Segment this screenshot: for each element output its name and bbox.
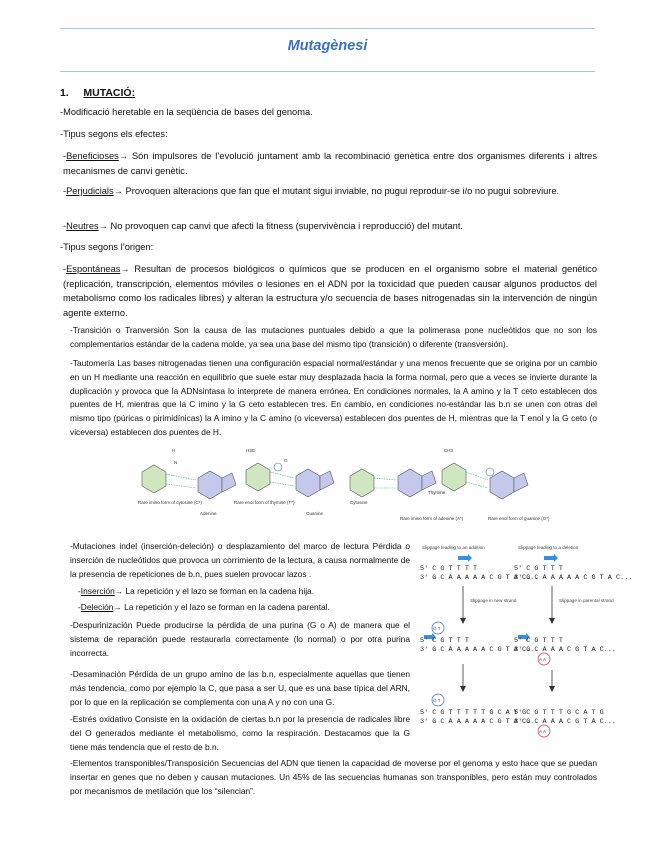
loop-final-left: G T: [433, 698, 441, 703]
mutation-definition: -Modificació heretable en la seqüència de bases del genoma.: [60, 107, 313, 117]
section-title: MUTACIÓ:: [83, 87, 136, 99]
atom-n: N: [174, 460, 178, 465]
deletion-text: La repetición y el lazo se forman en la cadena parental.: [121, 602, 330, 612]
arrow-icon: →: [118, 151, 129, 161]
oxidative-stress-paragraph: -Estrés oxidativo Consiste en la oxidación de ciertas b.n por la presencia de radicales libre del O generados mediante el metabolismo, como la respiración. Destacamos que la G tiene más tendencia que el resto de b.n.: [70, 714, 410, 752]
beneficial-term: Beneficioses: [66, 151, 119, 161]
header-rule-top: [60, 28, 595, 29]
arrow-down-icon: [460, 618, 466, 624]
right-mid-label: Slippage in parental strand: [559, 598, 614, 603]
depurination-paragraph: -Despurinización Puede producirse la pérdida de una purina (G o A) de manera que el sistema de reparación puede restaurarla correctamente (lo normal) o por otra purina incorrecta.: [70, 620, 410, 658]
arrow-down-icon: [549, 686, 555, 692]
seq-bottom-left: 3' G C A A A A A C G T A C...: [420, 574, 539, 582]
deamination-paragraph: -Desaminación Pérdida de un grupo amino de las b.n, especialmente aquellas que tienen más tendencia, como por ejemplo la C, que pasa a ser U, que es una base típica del ARN, por lo que en la replicación se complementa con una A y no con una G.: [70, 669, 410, 707]
pair-c-imino-adenine: [138, 448, 236, 516]
label-thymine: Thymine: [428, 490, 446, 495]
harmful-item: -Perjudicials→ Provoquen alteracions que fan que el mutant sigui inviable, no pugui reproduir-se i/o no pugui sobreviure.: [63, 186, 560, 196]
label-adenine: Adenine: [200, 511, 217, 516]
arrow-icon: →: [113, 602, 122, 612]
neutral-term: Neutres: [66, 221, 99, 231]
insertion-item: -Inserción→ La repetición y el lazo se forman en la cadena hija.: [78, 586, 315, 596]
insertion-text: La repetición y el lazo se forman en la cadena hija.: [123, 586, 315, 596]
seq-bottom-right: 3' G C A A A A A C G T A C...: [514, 574, 633, 582]
final-bottom-right: 3' G C A A A C G T A C...: [514, 718, 616, 726]
transposons-paragraph: -Elementos transponibles/Transposición Secuencias del ADN que tienen la capacidad de moverse por el genoma y esto hace que se puedan insertar en genes que no deben y causan mutaciones. Un 45% de las secuencias humanas son transponibles, pero están muy controlados por mecanismos de metilación que los “silencian”.: [70, 758, 597, 796]
deletion-term: Deleción: [80, 602, 114, 612]
right-title: Slippage leading to a deletion: [518, 545, 579, 550]
spontaneous-text: Resultan de procesos biológicos o químicos que se producen en el organismo sobre el material genético (replicación, transcripción, elementos móviles o lesiones en el ADN por la toxicidad que pueden causar algunos productos del metabolismo como los radicales libres) y alteran la estructura y/o secuencia de bases nitrogenadas sin la intervención de ningún agente externo.: [63, 264, 597, 318]
pair-t-enol-guanine: [234, 448, 334, 516]
header-rule-bottom: [60, 71, 595, 72]
final-top-right: 5' C G T T T G C A T G: [514, 709, 604, 717]
atom-h: H: [172, 448, 176, 453]
harmful-text: Provoquen alteracions que fan que el mutant sigui inviable, no pugui reproduir-se i/o no pugui sobreviure.: [122, 186, 560, 196]
pair-thymine-g-enol: [428, 448, 550, 521]
mid-top-left: 5' C G T T T: [420, 637, 469, 645]
arrow-icon: →: [98, 221, 108, 231]
arrow-icon: →: [120, 264, 130, 274]
tautomery-paragraph: -Tautomería Las bases nitrogenadas tienen una configuración espacial normal/estándar y una menos frecuente que se origina por un cambio en un H mediante una reacción en equilibrio que suele estar muy desplazada hacia la forma normal, pero que a veces se invierte durante la duplicación y provoca que la ADNsintasa lo interprete de manera errónea. En condiciones normales, la A amino y la T ceto establecen dos puentes de H, mientras que la C imino y la G ceto establecen tres. En cambio, en condiciones no-estándar las b.n se unen con otras del mismo tipo (púricas o pirimidínicas) la A imino y la C amino (o viceversa) establecen dos puentes de H, mientras que la T enol y la G ceto (o viceversa) establecen dos puentes de H.: [70, 358, 597, 437]
seq-top-left: 5' C G T T T T: [420, 565, 478, 573]
tautomer-figure: [128, 440, 550, 532]
neutral-item: -Neutres→ No provoquen cap canvi que afecti la fitness (supervivència i reproducció) del mutant.: [63, 221, 463, 231]
beneficial-item: -Beneficioses→ Són impulsores de l’evolució juntament amb la recombinació genètica entre dos organismes diferents i altres mecanismes de canvi genètic.: [63, 151, 597, 176]
arrow-icon: →: [114, 586, 124, 596]
loop-final-right: A A: [539, 729, 546, 734]
label-g-enol: Rare enol form of guanine (G*): [488, 516, 550, 521]
label-guanine: Guanine: [306, 511, 324, 516]
loop-right: A A: [539, 657, 546, 662]
arrow-icon: [544, 554, 558, 562]
left-title: Slippage leading to an addition: [422, 545, 485, 550]
spontaneous-term: Espontáneas: [66, 264, 121, 274]
seq-top-right: 5' C G T T T: [514, 565, 563, 573]
section-number: 1.: [60, 87, 69, 99]
arrow-down-icon: [549, 618, 555, 624]
slippage-figure: [418, 540, 633, 740]
harmful-term: Perjudicials: [66, 186, 114, 196]
mid-bottom-left: 3' G C A A A A A C G T A C...: [420, 646, 539, 654]
label-t-enol: Rare enol form of thymine (T*): [234, 500, 295, 505]
label-cytosine: Cytosine: [350, 500, 368, 505]
arrow-icon: [458, 554, 472, 562]
final-bottom-left: 3' G C A A A A A C G T A C...: [420, 718, 539, 726]
label-c-imino: Rare imino form of cytosine (C*): [138, 500, 203, 505]
transition-paragraph: -Transición o Tranversión Son la causa de las mutaciones puntuales debido a que la polimerasa pone nucleótidos que no son los complementarios estándar de la cadena molde, ya sea una base del mismo tipo (transición) o diferente (transversión).: [70, 325, 597, 349]
deletion-item: -Deleción→ La repetición y el lazo se forman en la cadena parental.: [78, 602, 330, 612]
mid-top-right: 5' C G T T T: [514, 637, 563, 645]
left-mid-label: Slippage in new strand: [470, 598, 517, 603]
atom-ch3: CH3: [444, 448, 454, 453]
arrow-down-icon: [460, 686, 466, 692]
spontaneous-item: -Espontáneas→ Resultan de procesos biológicos o químicos que se producen en el organismo sobre el material genético (replicación, transcripción, elementos móviles o lesiones en el ADN por la toxicidad que pueden causar algunos productos del metabolismo como los radicales libres) y alteran la estructura y/o secuencia de bases nitrogenadas sin la intervención de ningún agente externo.: [63, 264, 597, 318]
loop-left: G T: [433, 626, 441, 631]
neutral-text: No provoquen cap canvi que afecti la fitness (supervivència i reproducció) del mutant.: [107, 221, 463, 231]
origin-heading: -Tipus segons l’origen:: [60, 242, 154, 252]
indel-paragraph: -Mutaciones indel (inserción-deleción) o desplazamiento del marco de lectura Pérdida o inserción de nucleótidos que provoca un corrimiento de la lectura, a causa normalmente de la presencia de repeticiones de b.n, pues suelen provocar lazos .: [70, 541, 410, 579]
section-heading: [60, 86, 135, 101]
page-title: Mutagènesi: [287, 38, 368, 54]
effects-heading: -Tipus segons els efectes:: [60, 129, 168, 139]
atom-o: O: [284, 458, 288, 463]
beneficial-text: Són impulsores de l’evolució juntament amb la recombinació genètica entre dos organismes diferents i altres mecanismes de canvi genètic.: [63, 151, 597, 176]
insertion-term: Inserción: [80, 586, 115, 596]
label-a-imino: Rare imino form of adenine (A*): [400, 516, 464, 521]
final-top-left: 5' C G T T T T T G C A T G: [420, 709, 527, 717]
arrow-icon: →: [113, 186, 123, 196]
mid-bottom-right: 3' G C A A A C G T A C...: [514, 646, 616, 654]
atom-h3c: H3C: [246, 448, 256, 453]
